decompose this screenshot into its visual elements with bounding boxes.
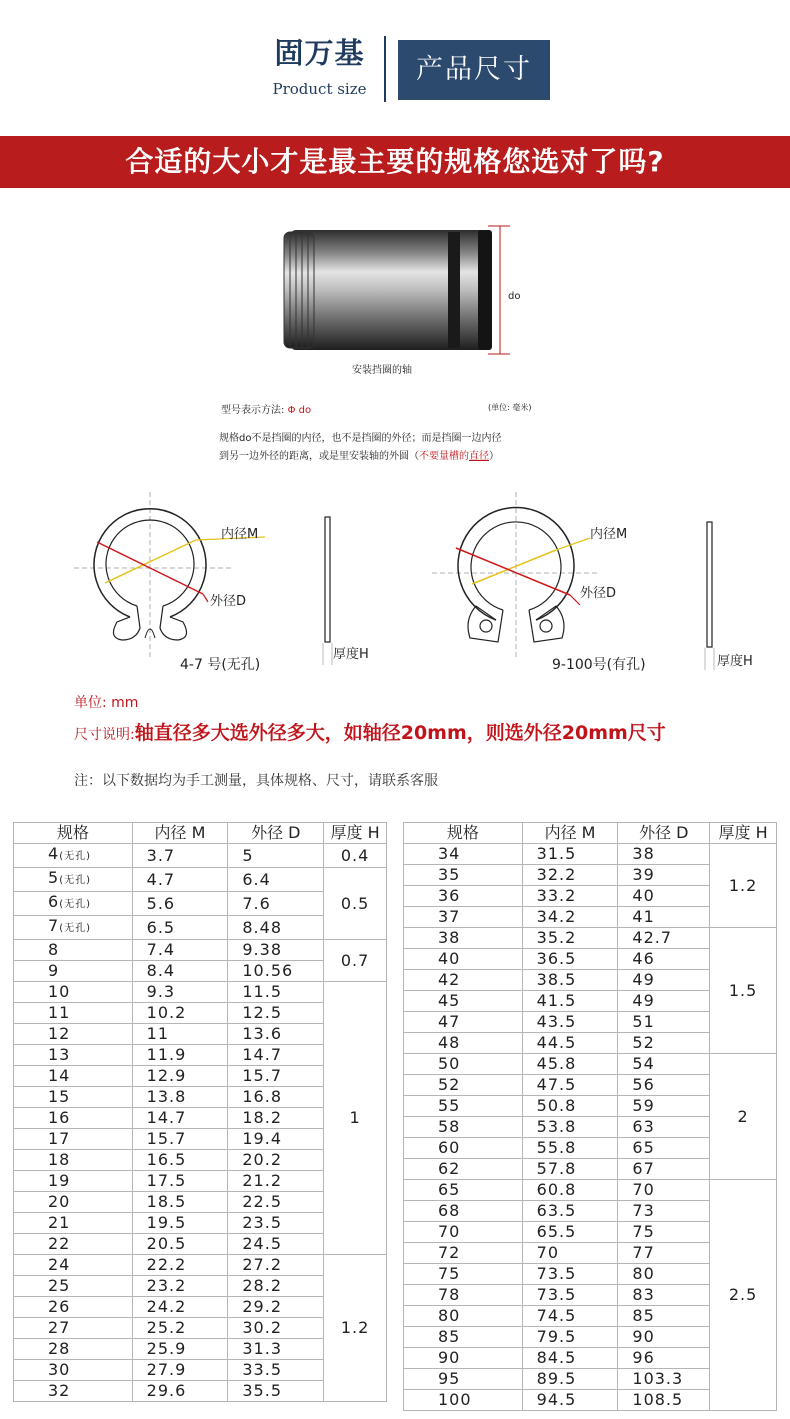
cell-spec bbox=[14, 1129, 133, 1150]
cell-outer: 103.3 bbox=[618, 1369, 710, 1390]
cell-outer: 20.2 bbox=[228, 1150, 324, 1171]
cell-inner: 34.2 bbox=[522, 907, 618, 928]
cell-spec bbox=[14, 916, 133, 940]
cell-spec bbox=[404, 1012, 523, 1033]
cell-outer: 10.56 bbox=[228, 961, 324, 982]
cell-spec bbox=[404, 970, 523, 991]
spec-value: 68 bbox=[438, 1201, 461, 1220]
spec-value: 50 bbox=[438, 1054, 461, 1073]
right-thickness-drawing bbox=[705, 522, 714, 670]
spec-value: 72 bbox=[438, 1243, 461, 1262]
cell-outer: 63 bbox=[618, 1117, 710, 1138]
banner-headline: 合适的大小才是最主要的规格您选对了吗? bbox=[0, 136, 790, 188]
cell-spec bbox=[404, 928, 523, 949]
header-spec: 规格 bbox=[14, 823, 133, 844]
table-row bbox=[404, 1180, 777, 1201]
spec-value: 7 bbox=[48, 916, 60, 935]
table-row bbox=[14, 940, 387, 961]
spec-value: 17 bbox=[48, 1129, 71, 1148]
cell-outer: 96 bbox=[618, 1348, 710, 1369]
spec-table-right bbox=[403, 822, 777, 1411]
spec-value: 28 bbox=[48, 1339, 71, 1358]
header-thickness: 厚度 H bbox=[710, 823, 777, 844]
spec-value: 21 bbox=[48, 1213, 71, 1232]
spec-value: 22 bbox=[48, 1234, 71, 1253]
note-text: 到另一边外径的距离，或是里安装轴的外圆（ bbox=[219, 451, 419, 462]
spec-value: 35 bbox=[438, 865, 461, 884]
cell-outer: 12.5 bbox=[228, 1003, 324, 1024]
cell-inner: 16.5 bbox=[132, 1150, 228, 1171]
cell-outer: 46 bbox=[618, 949, 710, 970]
unit-mm-note: (单位: 毫米) bbox=[488, 403, 532, 412]
cell-outer: 90 bbox=[618, 1327, 710, 1348]
table-row bbox=[404, 1054, 777, 1075]
cell-outer: 14.7 bbox=[228, 1045, 324, 1066]
spec-value: 34 bbox=[438, 844, 461, 863]
cell-inner: 74.5 bbox=[522, 1306, 618, 1327]
page-title: 产品尺寸 bbox=[398, 40, 550, 100]
spec-value: 78 bbox=[438, 1285, 461, 1304]
spec-value: 42 bbox=[438, 970, 461, 989]
table-header-row bbox=[404, 823, 777, 844]
spec-value: 24 bbox=[48, 1255, 71, 1274]
cell-spec bbox=[404, 1096, 523, 1117]
cell-inner: 38.5 bbox=[522, 970, 618, 991]
cell-inner: 33.2 bbox=[522, 886, 618, 907]
spec-value: 60 bbox=[438, 1138, 461, 1157]
left-thickness-label: 厚度H bbox=[333, 647, 369, 662]
table-row bbox=[404, 928, 777, 949]
brand-subtitle: Product size bbox=[272, 80, 367, 98]
cell-outer: 39 bbox=[618, 865, 710, 886]
cell-spec bbox=[404, 1390, 523, 1411]
cell-outer: 73 bbox=[618, 1201, 710, 1222]
cell-inner: 19.5 bbox=[132, 1213, 228, 1234]
cell-inner: 11 bbox=[132, 1024, 228, 1045]
cell-spec bbox=[14, 892, 133, 916]
cell-inner: 15.7 bbox=[132, 1129, 228, 1150]
header-outer: 外径 D bbox=[618, 823, 710, 844]
cell-spec bbox=[14, 1066, 133, 1087]
do-label: do bbox=[508, 291, 521, 302]
cell-spec bbox=[404, 907, 523, 928]
spec-value: 30 bbox=[48, 1360, 71, 1379]
spec-value: 52 bbox=[438, 1075, 461, 1094]
cell-spec bbox=[14, 1087, 133, 1108]
spec-value: 5 bbox=[48, 868, 60, 887]
cell-inner: 36.5 bbox=[522, 949, 618, 970]
cell-inner: 24.2 bbox=[132, 1297, 228, 1318]
left-ring-drawing bbox=[74, 492, 265, 660]
left-thickness-drawing bbox=[323, 517, 332, 665]
cell-outer: 21.2 bbox=[228, 1171, 324, 1192]
cell-spec bbox=[404, 1348, 523, 1369]
cell-spec bbox=[14, 1234, 133, 1255]
cell-outer: 31.3 bbox=[228, 1339, 324, 1360]
cell-spec bbox=[404, 865, 523, 886]
cell-inner: 73.5 bbox=[522, 1285, 618, 1306]
cell-spec bbox=[404, 844, 523, 865]
cell-spec bbox=[14, 1297, 133, 1318]
cell-inner: 43.5 bbox=[522, 1012, 618, 1033]
cell-outer: 52 bbox=[618, 1033, 710, 1054]
cell-spec bbox=[404, 1075, 523, 1096]
cell-spec bbox=[14, 1045, 133, 1066]
cell-outer: 16.8 bbox=[228, 1087, 324, 1108]
cell-inner: 17.5 bbox=[132, 1171, 228, 1192]
cell-inner: 6.5 bbox=[132, 916, 228, 940]
size-note bbox=[74, 718, 666, 745]
spec-note: (无孔) bbox=[59, 899, 91, 910]
cell-spec bbox=[14, 1213, 133, 1234]
model-format-label bbox=[221, 401, 311, 416]
cell-outer: 7.6 bbox=[228, 892, 324, 916]
cell-spec bbox=[14, 1339, 133, 1360]
cell-spec bbox=[404, 1180, 523, 1201]
size-note-text: 轴直径多大选外径多大，如轴径20mm，则选外径20mm尺寸 bbox=[134, 722, 666, 744]
cell-inner: 25.2 bbox=[132, 1318, 228, 1339]
table-row bbox=[14, 868, 387, 892]
left-caption: 4-7 号(无孔) bbox=[180, 657, 261, 673]
cell-inner: 10.2 bbox=[132, 1003, 228, 1024]
spec-value: 14 bbox=[48, 1066, 71, 1085]
cell-inner: 13.8 bbox=[132, 1087, 228, 1108]
cell-outer: 49 bbox=[618, 991, 710, 1012]
cell-spec bbox=[404, 991, 523, 1012]
size-note-prefix: 尺寸说明: bbox=[74, 727, 135, 743]
spec-value: 25 bbox=[48, 1276, 71, 1295]
cell-inner: 63.5 bbox=[522, 1201, 618, 1222]
spec-note: (无孔) bbox=[59, 851, 91, 862]
cell-inner: 14.7 bbox=[132, 1108, 228, 1129]
spec-value: 80 bbox=[438, 1306, 461, 1325]
spec-value: 85 bbox=[438, 1327, 461, 1346]
cell-thickness: 1.2 bbox=[710, 844, 777, 928]
cell-outer: 15.7 bbox=[228, 1066, 324, 1087]
spec-value: 19 bbox=[48, 1171, 71, 1190]
cell-outer: 108.5 bbox=[618, 1390, 710, 1411]
spec-value: 10 bbox=[48, 982, 71, 1001]
cell-inner: 94.5 bbox=[522, 1390, 618, 1411]
cell-spec bbox=[14, 940, 133, 961]
spec-value: 16 bbox=[48, 1108, 71, 1127]
cell-outer: 41 bbox=[618, 907, 710, 928]
header-thickness: 厚度 H bbox=[324, 823, 387, 844]
ring-diagrams bbox=[0, 480, 790, 690]
spec-value: 95 bbox=[438, 1369, 461, 1388]
cell-inner: 7.4 bbox=[132, 940, 228, 961]
table-row bbox=[14, 1255, 387, 1276]
cell-outer: 77 bbox=[618, 1243, 710, 1264]
cell-inner: 22.2 bbox=[132, 1255, 228, 1276]
cell-spec bbox=[14, 1171, 133, 1192]
spec-table-left bbox=[13, 822, 387, 1402]
spec-value: 13 bbox=[48, 1045, 71, 1064]
cell-outer: 70 bbox=[618, 1180, 710, 1201]
cell-outer: 9.38 bbox=[228, 940, 324, 961]
cell-spec bbox=[14, 961, 133, 982]
cell-outer: 13.6 bbox=[228, 1024, 324, 1045]
cell-spec bbox=[404, 1285, 523, 1306]
table-header-row bbox=[14, 823, 387, 844]
cell-inner: 84.5 bbox=[522, 1348, 618, 1369]
cell-outer: 29.2 bbox=[228, 1297, 324, 1318]
cell-spec bbox=[404, 1159, 523, 1180]
model-note-line2 bbox=[219, 447, 499, 462]
cell-inner: 4.7 bbox=[132, 868, 228, 892]
cell-spec bbox=[404, 1369, 523, 1390]
cell-spec bbox=[404, 949, 523, 970]
spec-value: 55 bbox=[438, 1096, 461, 1115]
cell-outer: 19.4 bbox=[228, 1129, 324, 1150]
note-highlight-underline: 直径 bbox=[469, 451, 489, 462]
cell-inner: 9.3 bbox=[132, 982, 228, 1003]
cell-spec bbox=[14, 844, 133, 868]
cell-inner: 50.8 bbox=[522, 1096, 618, 1117]
right-inner-label: 内径M bbox=[590, 527, 628, 542]
cell-outer: 24.5 bbox=[228, 1234, 324, 1255]
cell-outer: 85 bbox=[618, 1306, 710, 1327]
right-ring-drawing bbox=[432, 492, 600, 660]
shaft-photo bbox=[270, 220, 530, 360]
cell-spec bbox=[404, 1117, 523, 1138]
cell-inner: 70 bbox=[522, 1243, 618, 1264]
spec-value: 12 bbox=[48, 1024, 71, 1043]
cell-spec bbox=[14, 1381, 133, 1402]
cell-inner: 12.9 bbox=[132, 1066, 228, 1087]
cell-outer: 8.48 bbox=[228, 916, 324, 940]
cell-thickness: 0.5 bbox=[324, 868, 387, 940]
brand-logo bbox=[262, 36, 377, 98]
cell-outer: 56 bbox=[618, 1075, 710, 1096]
table-row bbox=[14, 982, 387, 1003]
cell-inner: 89.5 bbox=[522, 1369, 618, 1390]
cell-spec bbox=[14, 1318, 133, 1339]
cell-inner: 25.9 bbox=[132, 1339, 228, 1360]
cell-outer: 83 bbox=[618, 1285, 710, 1306]
spec-value: 47 bbox=[438, 1012, 461, 1031]
cell-inner: 11.9 bbox=[132, 1045, 228, 1066]
cell-inner: 73.5 bbox=[522, 1264, 618, 1285]
cell-outer: 18.2 bbox=[228, 1108, 324, 1129]
cell-spec bbox=[404, 1201, 523, 1222]
cell-spec bbox=[404, 1264, 523, 1285]
spec-value: 90 bbox=[438, 1348, 461, 1367]
spec-value: 62 bbox=[438, 1159, 461, 1178]
cell-outer: 27.2 bbox=[228, 1255, 324, 1276]
cell-inner: 53.8 bbox=[522, 1117, 618, 1138]
cell-inner: 60.8 bbox=[522, 1180, 618, 1201]
cell-outer: 11.5 bbox=[228, 982, 324, 1003]
cell-spec bbox=[14, 1150, 133, 1171]
header-outer: 外径 D bbox=[228, 823, 324, 844]
cell-spec bbox=[404, 1327, 523, 1348]
cell-outer: 54 bbox=[618, 1054, 710, 1075]
spec-value: 45 bbox=[438, 991, 461, 1010]
cell-spec bbox=[14, 1360, 133, 1381]
cell-spec bbox=[404, 1243, 523, 1264]
cell-spec bbox=[14, 1192, 133, 1213]
cell-spec bbox=[14, 1276, 133, 1297]
cell-outer: 38 bbox=[618, 844, 710, 865]
cell-outer: 75 bbox=[618, 1222, 710, 1243]
cell-outer: 65 bbox=[618, 1138, 710, 1159]
cell-inner: 45.8 bbox=[522, 1054, 618, 1075]
spec-value: 18 bbox=[48, 1150, 71, 1169]
cell-inner: 35.2 bbox=[522, 928, 618, 949]
cell-outer: 35.5 bbox=[228, 1381, 324, 1402]
cell-outer: 59 bbox=[618, 1096, 710, 1117]
cell-thickness: 0.4 bbox=[324, 844, 387, 868]
model-note-line1: 规格do不是挡圈的内径，也不是挡圈的外径；而是挡圈一边内径 bbox=[219, 433, 502, 444]
cell-inner: 8.4 bbox=[132, 961, 228, 982]
right-caption: 9-100号(有孔) bbox=[552, 657, 646, 673]
spec-value: 6 bbox=[48, 892, 60, 911]
cell-outer: 51 bbox=[618, 1012, 710, 1033]
cell-inner: 41.5 bbox=[522, 991, 618, 1012]
header-inner: 内径 M bbox=[522, 823, 618, 844]
cell-inner: 44.5 bbox=[522, 1033, 618, 1054]
cell-outer: 23.5 bbox=[228, 1213, 324, 1234]
spec-value: 9 bbox=[48, 961, 60, 980]
header-inner: 内径 M bbox=[132, 823, 228, 844]
cell-spec bbox=[404, 1054, 523, 1075]
cell-outer: 42.7 bbox=[618, 928, 710, 949]
cell-inner: 27.9 bbox=[132, 1360, 228, 1381]
spec-value: 48 bbox=[438, 1033, 461, 1052]
spec-note: (无孔) bbox=[59, 875, 91, 886]
left-outer-label: 外径D bbox=[210, 594, 247, 609]
cell-spec bbox=[14, 1108, 133, 1129]
cell-outer: 22.5 bbox=[228, 1192, 324, 1213]
spec-value: 32 bbox=[48, 1381, 71, 1400]
cell-spec bbox=[404, 886, 523, 907]
cell-thickness: 1.2 bbox=[324, 1255, 387, 1402]
cell-outer: 6.4 bbox=[228, 868, 324, 892]
cell-spec bbox=[14, 982, 133, 1003]
spec-value: 26 bbox=[48, 1297, 71, 1316]
unit-line: 单位: mm bbox=[74, 695, 139, 711]
cell-outer: 30.2 bbox=[228, 1318, 324, 1339]
cell-inner: 47.5 bbox=[522, 1075, 618, 1096]
cell-thickness: 1.5 bbox=[710, 928, 777, 1054]
cell-thickness: 0.7 bbox=[324, 940, 387, 982]
table-row bbox=[404, 844, 777, 865]
cell-outer: 80 bbox=[618, 1264, 710, 1285]
disclaimer: 注：以下数据均为手工测量，具体规格、尺寸，请联系客服 bbox=[74, 773, 438, 789]
cell-outer: 40 bbox=[618, 886, 710, 907]
cell-thickness: 2.5 bbox=[710, 1180, 777, 1411]
spec-value: 37 bbox=[438, 907, 461, 926]
spec-value: 20 bbox=[48, 1192, 71, 1211]
cell-inner: 23.2 bbox=[132, 1276, 228, 1297]
cell-inner: 65.5 bbox=[522, 1222, 618, 1243]
spec-value: 4 bbox=[48, 844, 60, 863]
cell-spec bbox=[14, 1024, 133, 1045]
cell-spec bbox=[14, 1255, 133, 1276]
right-outer-label: 外径D bbox=[580, 586, 617, 601]
cell-outer: 67 bbox=[618, 1159, 710, 1180]
table-row bbox=[14, 844, 387, 868]
header-spec: 规格 bbox=[404, 823, 523, 844]
spec-value: 40 bbox=[438, 949, 461, 968]
spec-value: 8 bbox=[48, 940, 60, 959]
cell-spec bbox=[404, 1306, 523, 1327]
left-inner-label: 内径M bbox=[221, 527, 259, 542]
cell-outer: 28.2 bbox=[228, 1276, 324, 1297]
cell-outer: 5 bbox=[228, 844, 324, 868]
spec-value: 15 bbox=[48, 1087, 71, 1106]
cell-inner: 29.6 bbox=[132, 1381, 228, 1402]
cell-inner: 57.8 bbox=[522, 1159, 618, 1180]
photo-caption: 安装挡圈的轴 bbox=[352, 365, 412, 376]
cell-outer: 33.5 bbox=[228, 1360, 324, 1381]
cell-inner: 79.5 bbox=[522, 1327, 618, 1348]
spec-value: 11 bbox=[48, 1003, 71, 1022]
cell-inner: 55.8 bbox=[522, 1138, 618, 1159]
cell-spec bbox=[14, 868, 133, 892]
spec-value: 36 bbox=[438, 886, 461, 905]
header-divider bbox=[384, 36, 386, 102]
cell-inner: 5.6 bbox=[132, 892, 228, 916]
model-format-text: 型号表示方法: bbox=[221, 405, 285, 416]
note-highlight: 不要量槽的 bbox=[419, 451, 469, 462]
cell-spec bbox=[404, 1222, 523, 1243]
cell-outer: 49 bbox=[618, 970, 710, 991]
cell-inner: 32.2 bbox=[522, 865, 618, 886]
cell-spec bbox=[404, 1138, 523, 1159]
spec-value: 38 bbox=[438, 928, 461, 947]
cell-spec bbox=[14, 1003, 133, 1024]
spec-note: (无孔) bbox=[59, 923, 91, 934]
cell-thickness: 2 bbox=[710, 1054, 777, 1180]
model-format-symbol: Φ do bbox=[287, 405, 312, 416]
cell-inner: 20.5 bbox=[132, 1234, 228, 1255]
cell-thickness: 1 bbox=[324, 982, 387, 1255]
cell-spec bbox=[404, 1033, 523, 1054]
spec-value: 27 bbox=[48, 1318, 71, 1337]
spec-value: 65 bbox=[438, 1180, 461, 1199]
spec-value: 100 bbox=[438, 1390, 472, 1409]
spec-value: 58 bbox=[438, 1117, 461, 1136]
cell-inner: 3.7 bbox=[132, 844, 228, 868]
right-thickness-label: 厚度H bbox=[717, 654, 753, 669]
brand-name: 固万基 bbox=[274, 36, 365, 70]
spec-value: 75 bbox=[438, 1264, 461, 1283]
spec-value: 70 bbox=[438, 1222, 461, 1241]
cell-inner: 18.5 bbox=[132, 1192, 228, 1213]
cell-inner: 31.5 bbox=[522, 844, 618, 865]
note-text-end: ） bbox=[489, 451, 499, 462]
